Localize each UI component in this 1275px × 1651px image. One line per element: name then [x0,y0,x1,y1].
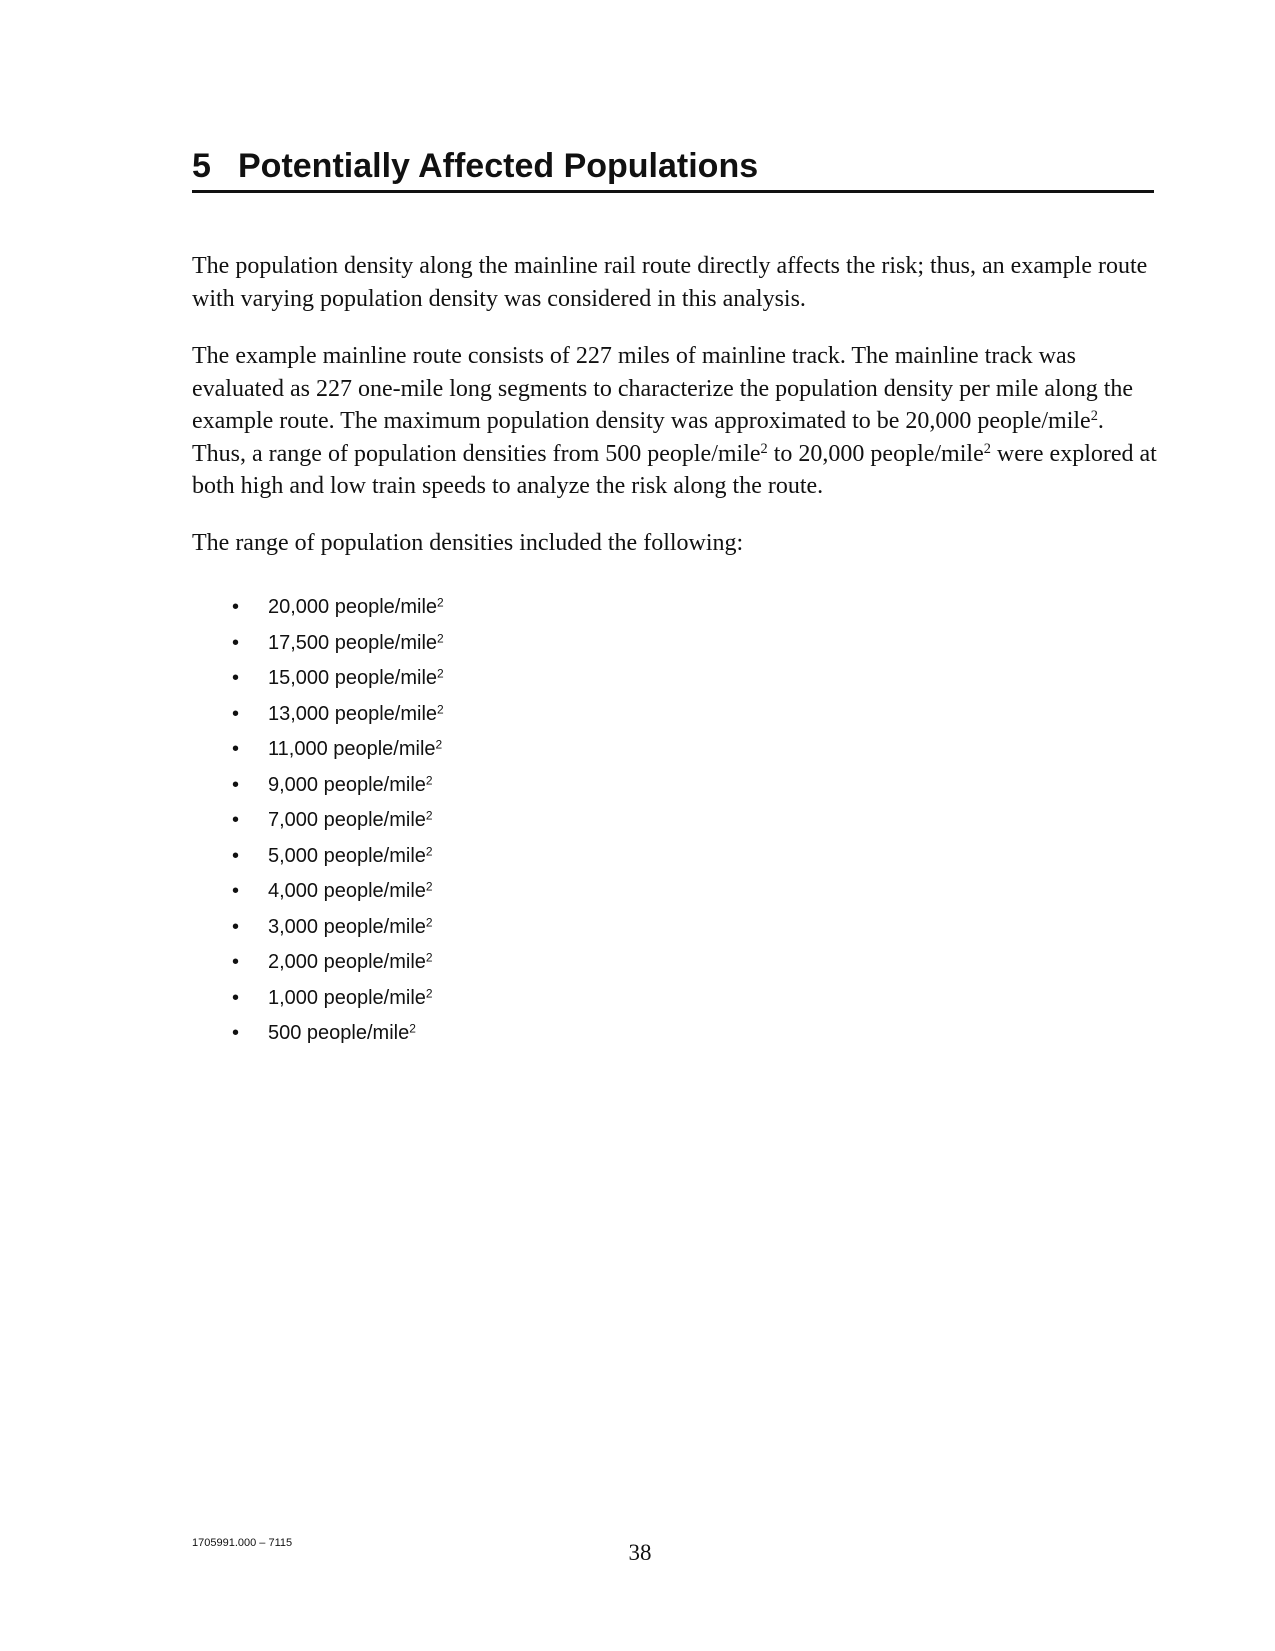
density-value: 3,000 people/mile [268,915,426,938]
route-text-part-1: The example mainline route consists of 227 miles of mainline track. The mainline track was evaluated as 227 one-mile long segments to characterize the population density per mile along the example route. The maximum population density was approximated to be 20,000 people/mile [192,343,1134,434]
section-heading [192,146,1154,193]
bullet-icon: • [232,915,240,938]
list-item [232,1016,444,1052]
route-text-part-2: . Thus, a range of population densities from 500 people/mile [192,408,1104,467]
route-text-part-4: were explored at both high and low train speeds to analyze the risk along the route. [192,440,1157,499]
superscript-two: 2 [983,440,991,457]
route-paragraph [192,340,1162,503]
document-id: 1705991.000 – 7115 [192,1537,293,1549]
page-number: 38 [628,1540,652,1565]
bullet-icon: • [232,596,240,618]
list-item [232,590,444,626]
density-value: 11,000 people/mile [268,738,436,760]
intro-paragraph: The population density along the mainline rail route directly affects the risk; thus, an example route with varying population density was considered in this analysis. [192,253,1148,312]
superscript-two: 2 [425,843,433,858]
density-value: 17,500 people/mile [268,631,438,654]
list-intro-paragraph: The range of population densities included the following: [192,530,744,556]
list-item [232,661,444,697]
list-item [232,839,444,875]
density-value: 9,000 people/mile [268,773,426,796]
bullet-icon: • [232,631,240,654]
superscript-two: 2 [437,701,444,716]
bullet-icon: • [232,667,240,689]
density-value: 500 people/mile [268,1022,410,1044]
list-item [232,803,444,839]
list-item [232,732,444,768]
bullet-icon: • [232,951,240,973]
superscript-two: 2 [425,914,433,929]
list-item [232,626,444,662]
bullet-icon: • [232,738,240,760]
bullet-icon: • [232,702,240,725]
list-item [232,945,444,981]
density-value: 7,000 people/mile [268,809,426,831]
bullet-icon: • [232,1022,240,1044]
superscript-two: 2 [425,950,433,965]
superscript-two: 2 [435,737,443,752]
density-value: 4,000 people/mile [268,880,426,902]
superscript-two: 2 [409,1021,416,1036]
list-item [232,874,444,910]
bullet-icon: • [232,844,240,867]
bullet-icon: • [232,986,240,1009]
superscript-two: 2 [425,808,433,823]
bullet-icon: • [232,880,240,902]
density-value: 2,000 people/mile [268,951,426,973]
list-item [232,697,444,733]
superscript-two: 2 [425,985,433,1000]
bullet-icon: • [232,773,240,796]
section-number: 5 [192,147,211,185]
superscript-two: 2 [437,630,444,645]
route-text-part-3: to 20,000 people/mile [767,440,984,467]
superscript-two: 2 [437,595,444,610]
superscript-two: 2 [1090,408,1098,425]
superscript-two: 2 [437,666,444,681]
density-value: 13,000 people/mile [268,702,438,725]
list-item [232,981,444,1017]
section-title: Potentially Affected Populations [238,147,759,185]
density-list [232,590,444,1052]
density-value: 15,000 people/mile [268,667,438,689]
list-item [232,768,444,804]
superscript-two: 2 [425,772,433,787]
list-item [232,910,444,946]
superscript-two: 2 [760,440,768,457]
superscript-two: 2 [425,879,433,894]
bullet-icon: • [232,809,240,831]
density-value: 5,000 people/mile [268,844,426,867]
density-value: 20,000 people/mile [268,596,438,618]
density-value: 1,000 people/mile [268,986,426,1009]
